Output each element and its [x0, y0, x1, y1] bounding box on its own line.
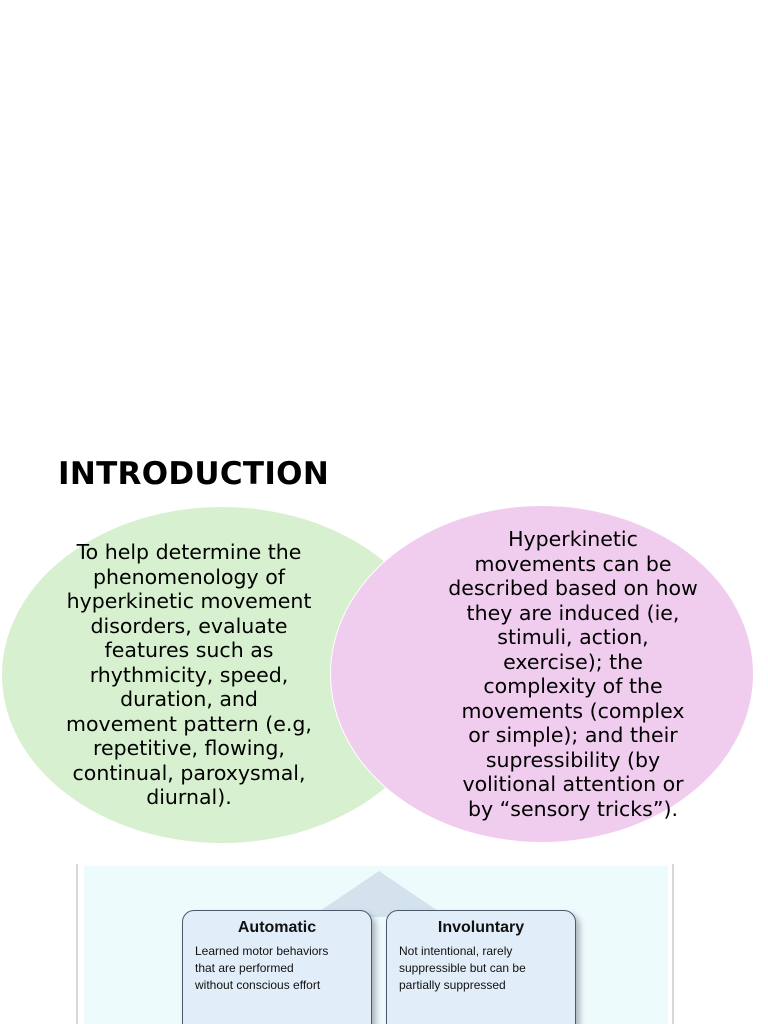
involuntary-box [386, 910, 576, 1024]
automatic-box-title: Automatic [237, 919, 317, 936]
description-bubble [330, 505, 754, 843]
automatic-box-description: Learned motor behaviors that are performed without conscious effort [195, 944, 329, 992]
slide-title: INTRODUCTION [58, 456, 330, 492]
involuntary-box-description: Not intentional, rarely suppressible but can be partially suppressed [399, 944, 526, 992]
movement-classification-figure [76, 864, 674, 1024]
phenomenology-bubble-text: To help determine the phenomenology of hyperkinetic movement disorders, evaluate features such as rhythmicity, speed, duration, and movement pattern (e.g, repetitive, flowing, continual, paroxysmal, diurnal). [66, 540, 312, 810]
involuntary-box-title: Involuntary [437, 919, 525, 936]
automatic-box [182, 910, 372, 1024]
description-bubble-text: Hyperkinetic movements can be described based on how they are induced (ie, stimuli, action, exercise); the complexity of the movements (complex or simple); and their supressibility (by volitional attention or by “sensory tricks”). [448, 527, 698, 821]
